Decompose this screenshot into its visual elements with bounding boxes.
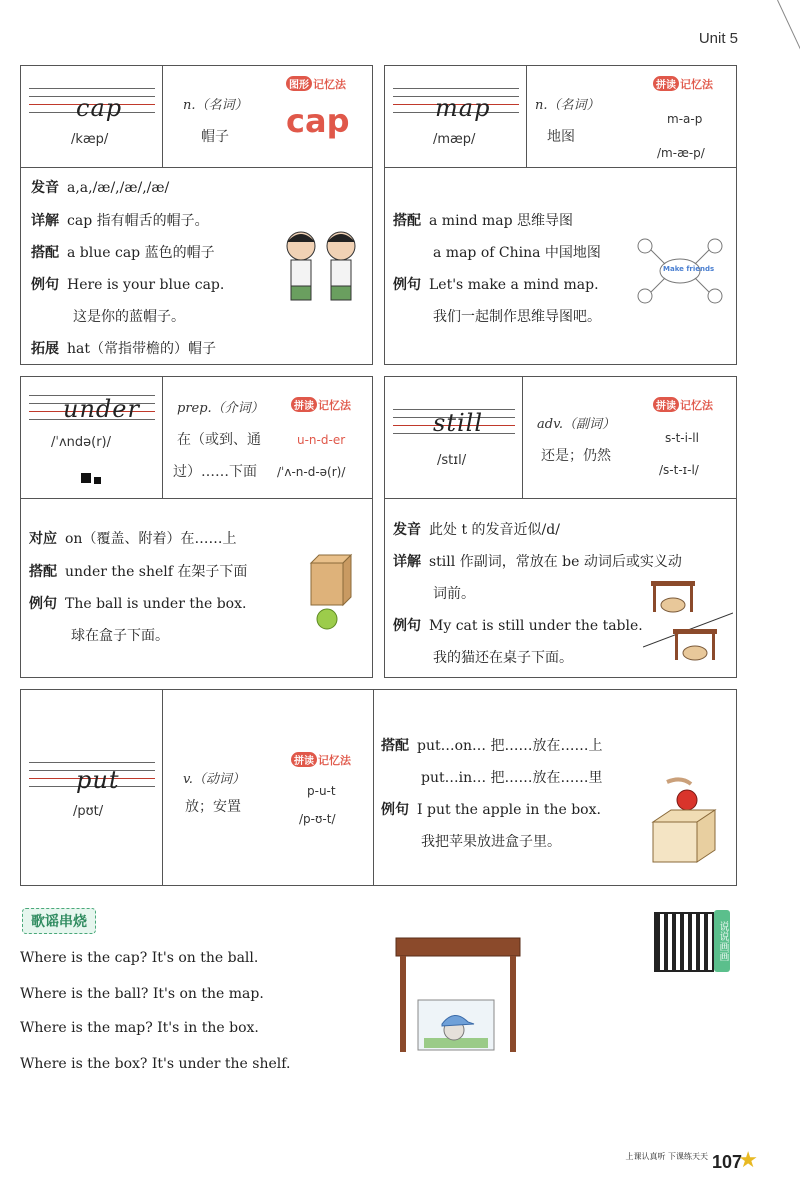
memory-method-tag	[291, 397, 351, 413]
memory-rest: 记忆法	[313, 78, 346, 91]
part-of-speech: n.（名词）	[183, 98, 248, 113]
detail-row: 发音 此处 t 的发音近似/d/	[393, 522, 560, 538]
two-boys-illustration	[281, 226, 365, 306]
spelling-letters: p-u-t	[307, 784, 336, 798]
detail-row: 搭配 a mind map 思维导图	[393, 213, 574, 229]
card-under	[20, 376, 373, 678]
memory-method-tag	[286, 76, 346, 92]
song-line: Where is the ball? It's on the map.	[20, 986, 264, 1002]
shelf-box-illustration	[388, 934, 528, 1056]
part-of-speech: v.（动词）	[183, 772, 245, 787]
qr-side-label: 说说画画	[714, 910, 730, 972]
song-section-title: 歌谣串烧	[22, 908, 96, 934]
spelling-sounds: /m-æ-p/	[657, 146, 705, 160]
spelling-letters: u-n-d-er	[297, 433, 346, 447]
headword: put	[76, 766, 120, 794]
detail-row: put…in… 把……放在……里	[421, 770, 603, 786]
page-number: 107	[711, 1152, 742, 1172]
detail-row: 我们一起制作思维导图吧。	[433, 309, 601, 325]
detail-row: 详解 cap 指有帽舌的帽子。	[31, 213, 209, 229]
detail-row: 对应 on（覆盖、附着）在……上	[29, 531, 237, 547]
phonetic: /mæp/	[433, 132, 476, 147]
memory-rest: 记忆法	[318, 399, 351, 412]
phonetic: /kæp/	[71, 132, 109, 147]
memory-method-tag	[653, 397, 713, 413]
detail-row: 详解 still 作副词，常放在 be 动词后或实义动	[393, 554, 682, 570]
song-line: Where is the cap? It's on the ball.	[20, 950, 259, 966]
memory-badge: 图形	[286, 76, 312, 91]
headword: still	[433, 409, 483, 437]
detail-row: a map of China 中国地图	[433, 245, 601, 261]
headword: cap	[76, 94, 123, 122]
detail-row: 例句 The ball is under the box.	[29, 596, 247, 612]
detail-row: 例句 I put the apple in the box.	[381, 802, 601, 818]
memory-rest: 记忆法	[318, 754, 351, 767]
meaning: 还是；仍然	[541, 448, 611, 464]
detail-row: 例句 My cat is still under the table.	[393, 618, 643, 634]
spelling-sounds: /ˈʌ-n-d-ə(r)/	[277, 465, 346, 479]
card-map	[384, 65, 737, 365]
spelling-sounds: /s-t-ɪ-l/	[659, 463, 699, 477]
phonetic: /pʊt/	[73, 804, 104, 819]
part-of-speech: n.（名词）	[535, 98, 600, 113]
card-still	[384, 376, 737, 678]
card-cap	[20, 65, 373, 365]
detail-row: 发音 a,a,/æ/,/æ/,/æ/	[31, 180, 170, 196]
box-ball-illustration	[307, 553, 353, 633]
detail-row: 拓展 hat（常指带檐的）帽子	[31, 341, 216, 357]
phonetic: /ˈʌndə(r)/	[51, 435, 112, 450]
headword: under	[63, 395, 140, 423]
star-icon: ★	[738, 1148, 758, 1173]
detail-row: 例句 Let's make a mind map.	[393, 277, 599, 293]
song-line: Where is the box? It's under the shelf.	[20, 1056, 291, 1072]
memory-badge: 拼读	[653, 76, 679, 91]
cap-picture-word: cap	[286, 102, 350, 140]
phonetic: /stɪl/	[437, 453, 467, 468]
memory-badge: 拼读	[291, 397, 317, 412]
qr-code[interactable]	[654, 912, 714, 972]
spelling-sounds: /p-ʊ-t/	[299, 812, 336, 826]
card-put	[20, 689, 737, 886]
corner-divider	[777, 0, 800, 53]
mind-map-label: Make friends	[663, 265, 715, 273]
detail-row: 球在盒子下面。	[71, 628, 169, 644]
memory-method-tag	[291, 752, 351, 768]
detail-row: 这是你的蓝帽子。	[73, 309, 185, 325]
detail-row: 我的猫还在桌子下面。	[433, 650, 573, 666]
footer-slogan: 上课认真听 下课练天天	[625, 1152, 708, 1161]
meaning: 帽子	[201, 129, 229, 145]
audio-icon[interactable]	[81, 473, 91, 483]
memory-rest: 记忆法	[680, 78, 713, 91]
detail-row: 搭配 a blue cap 蓝色的帽子	[31, 245, 215, 261]
detail-row: 词前。	[433, 586, 475, 602]
detail-row: 例句 Here is your blue cap.	[31, 277, 225, 293]
headword: map	[435, 94, 491, 122]
detail-row: 搭配 under the shelf 在架子下面	[29, 564, 248, 580]
meaning-line-1: 在（或到、通	[177, 432, 261, 448]
song-line: Where is the map? It's in the box.	[20, 1020, 259, 1036]
detail-row: 我把苹果放进盒子里。	[421, 834, 561, 850]
apple-box-illustration	[647, 776, 723, 868]
memory-method-tag	[653, 76, 713, 92]
detail-row: 搭配 put…on… 把……放在……上	[381, 738, 603, 754]
meaning: 放；安置	[185, 799, 241, 815]
cat-under-table-illustration	[643, 577, 733, 667]
spelling-letters: s-t-i-ll	[665, 431, 699, 445]
memory-badge: 拼读	[653, 397, 679, 412]
memory-rest: 记忆法	[680, 399, 713, 412]
memory-badge: 拼读	[291, 752, 317, 767]
meaning-line-2: 过）……下面	[173, 464, 257, 480]
unit-label: Unit 5	[698, 30, 738, 47]
part-of-speech: prep.（介词）	[177, 401, 264, 416]
meaning: 地图	[547, 129, 575, 145]
audio-icon-small	[94, 477, 101, 484]
spelling-letters: m-a-p	[667, 112, 703, 126]
part-of-speech: adv.（副词）	[537, 417, 616, 432]
